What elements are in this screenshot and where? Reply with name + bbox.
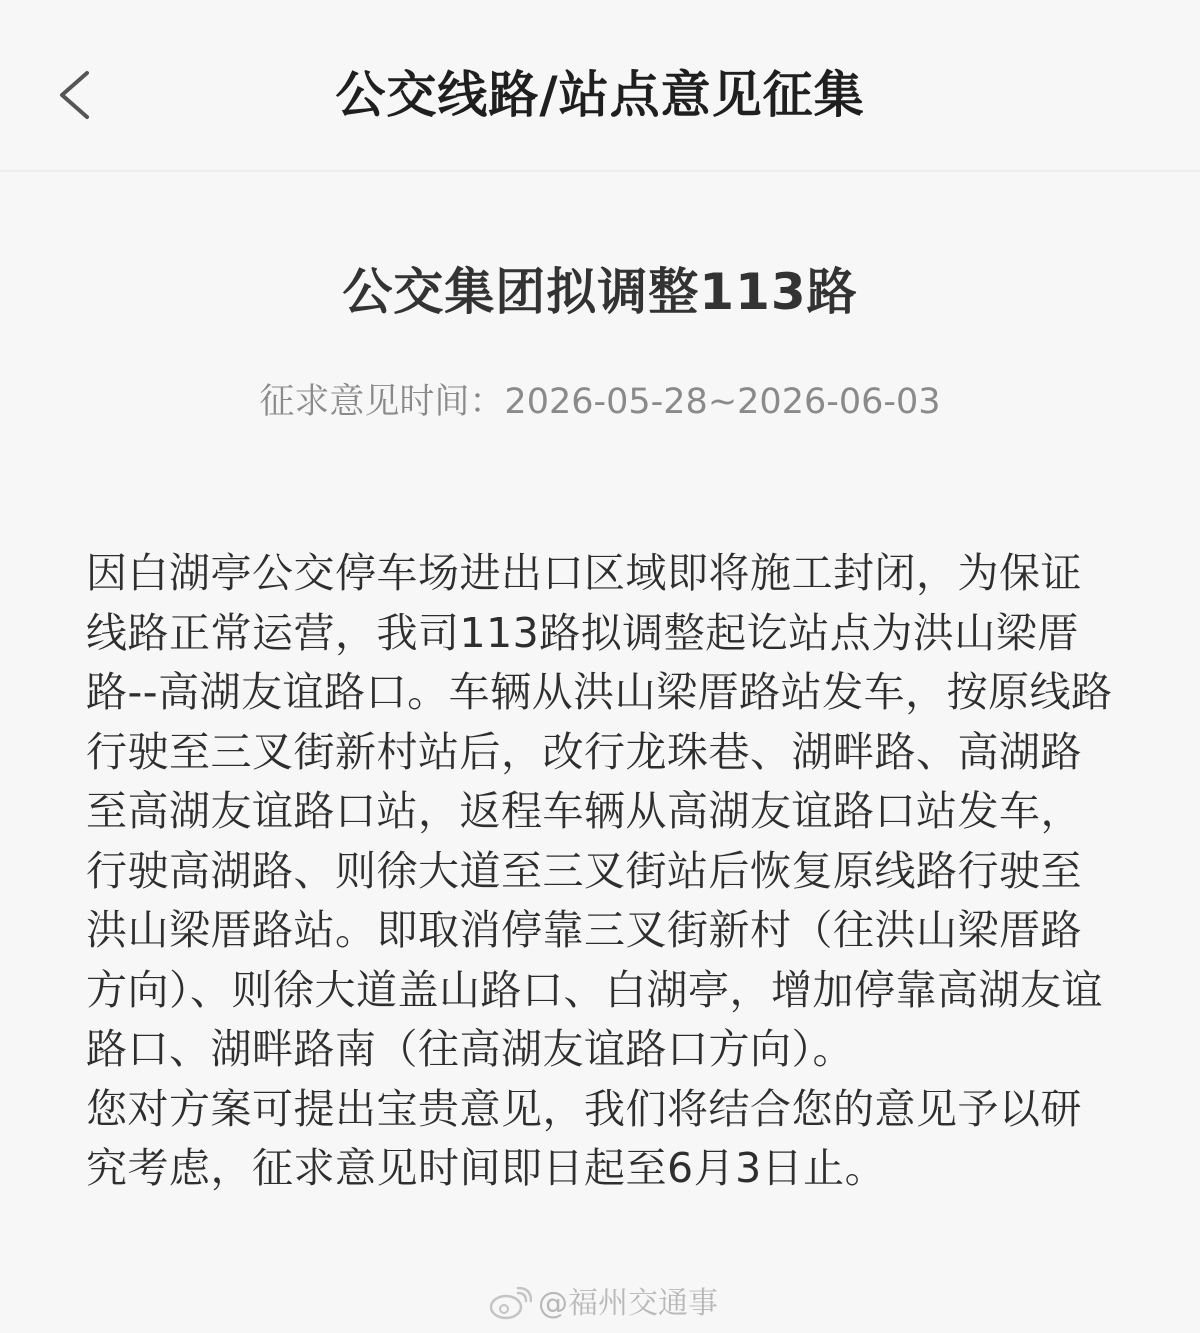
article-title: 公交集团拟调整113路 <box>342 263 858 321</box>
article-content <box>0 172 1200 1333</box>
watermark <box>488 1284 718 1324</box>
page-title: 公交线路/站点意见征集 <box>335 66 865 124</box>
nav-bar <box>0 0 1200 170</box>
body-paragraph: 您对方案可提出宝贵意见，我们将结合您的意见予以研究考虑，征求意见时间即日起至6月3日止。 <box>86 1084 1082 1192</box>
watermark-text: @福州交通事 <box>538 1286 718 1321</box>
weibo-icon <box>488 1287 532 1321</box>
comment-period: 征求意见时间：2026-05-28~2026-06-03 <box>259 382 941 422</box>
article-body <box>86 544 1116 1199</box>
body-paragraph: 因白湖亭公交停车场进出口区域即将施工封闭，为保证线路正常运营，我司113路拟调整起讫站点为洪山梁厝路--高湖友谊路口。车辆从洪山梁厝路站发车，按原线路行驶至三叉街新村站后，改行龙珠巷、湖畔路、高湖路至高湖友谊路口站，返程车辆从高湖友谊路口站发车，行驶高湖路、则徐大道至三叉街站后恢复原线路行驶至洪山梁厝路站。即取消停靠三叉街新村（往洪山梁厝路方向）、则徐大道盖山路口、白湖亭，增加停靠高湖友谊路口、湖畔路南（往高湖友谊路口方向）。 <box>86 549 1113 1073</box>
